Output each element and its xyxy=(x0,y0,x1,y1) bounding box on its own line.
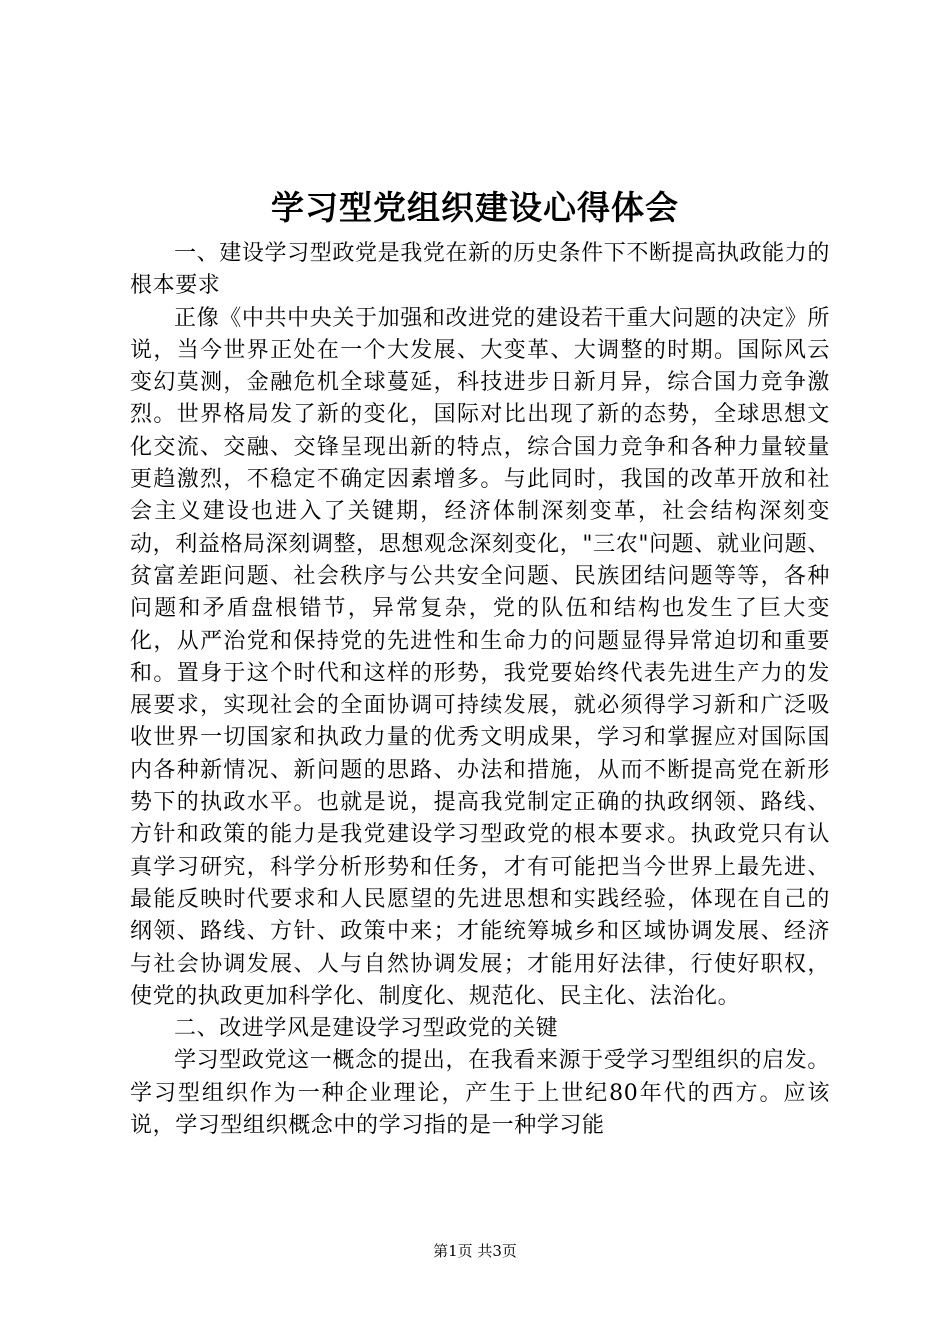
paragraph-2: 学习型政党这一概念的提出，在我看来源于受学习型组织的启发。学习型组织作为一种企业理论，产生于上世纪80年代的西方。应该说，学习型组织概念中的学习指的是一种学习能 xyxy=(130,1048,830,1139)
document-body xyxy=(130,238,830,1142)
section-heading-2: 二、改进学风是建设学习型政党的关键 xyxy=(174,1016,559,1042)
page-number-footer: 第1页 共3页 xyxy=(433,1242,517,1260)
document-title: 学习型党组织建设心得体会 xyxy=(271,188,679,227)
section-heading-1: 一、建设学习型政党是我党在新的历史条件下不断提高执政能力的根本要求 xyxy=(130,241,830,299)
paragraph-1: 正像《中共中央关于加强和改进党的建设若干重大问题的决定》所说，当今世界正处在一个大发展、大变革、大调整的时期。国际风云变幻莫测，金融危机全球蔓延，科技进步日新月异，综合国力竞争激烈。世界格局发了新的变化，国际对比出现了新的态势，全球思想文化交流、交融、交锋呈现出新的特点，综合国力竞争和各种力量较量更趋激烈，不稳定不确定因素增多。与此同时，我国的改革开放和社会主义建设也进入了关键期，经济体制深刻变革，社会结构深刻变动，利益格局深刻调整，思想观念深刻变化，"三农"问题、就业问题、贫富差距问题、社会秩序与公共安全问题、民族团结问题等等，各种问题和矛盾盘根错节，异常复杂，党的队伍和结构也发生了巨大变化，从严治党和保持党的先进性和生命力的问题显得异常迫切和重要和。置身于这个时代和这样的形势，我党要始终代表先进生产力的发展要求，实现社会的全面协调可持续发展，就必须得学习新和广泛吸收世界一切国家和执政力量的优秀文明成果，学习和掌握应对国际国内各种新情况、新问题的思路、办法和措施，从而不断提高党在新形势下的执政水平。也就是说，提高我党制定正确的执政纲领、路线、方针和政策的能力是我党建设学习型政党的根本要求。执政党只有认真学习研究，科学分析形势和任务，才有可能把当今世界上最先进、最能反映时代要求和人民愿望的先进思想和实践经验，体现在自己的纲领、路线、方针、政策中来；才能统筹城乡和区域协调发展、经济与社会协调发展、人与自然协调发展；才能用好法律，行使好职权，使党的执政更加科学化、制度化、规范化、民主化、法治化。 xyxy=(130,305,830,1009)
